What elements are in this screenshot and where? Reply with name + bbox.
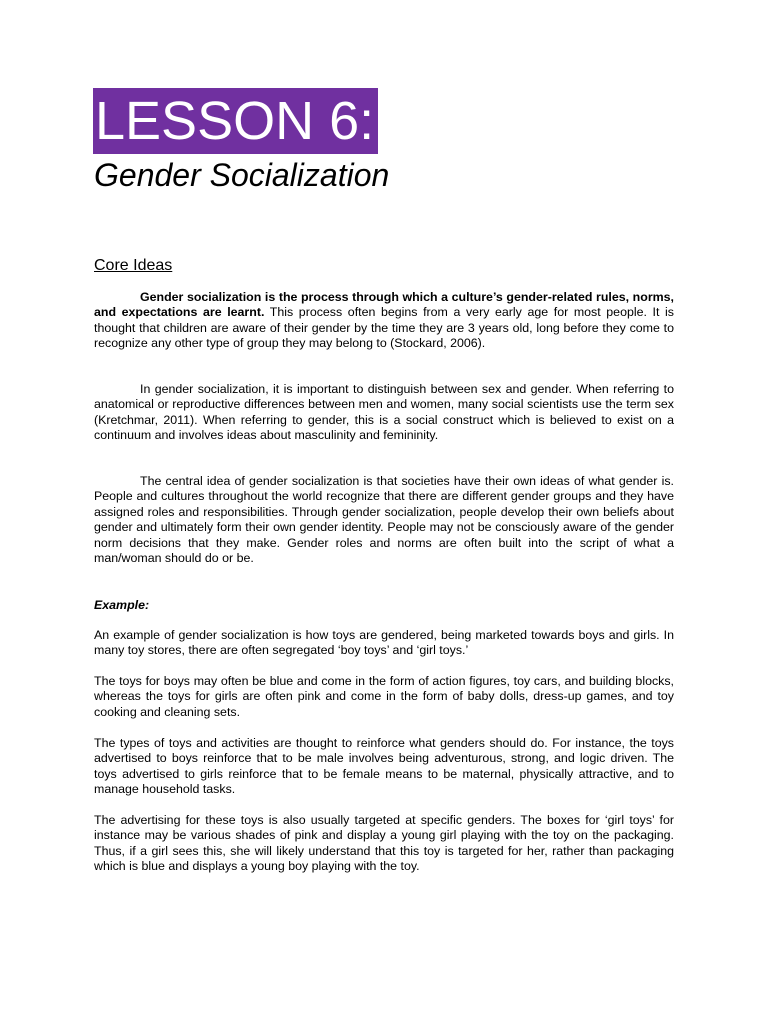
definition-bold-text: Gender socialization is the process through which a culture’s gender-related rules, norms, and expectations are learnt. xyxy=(94,290,674,320)
lesson-label-box xyxy=(93,88,378,154)
core-ideas-paragraph-1 xyxy=(94,290,674,352)
example-paragraph-1: An example of gender socialization is how toys are gendered, being marketed towards boys and girls. In many toy stores, there are often segregated ‘boy toys’ and ‘girl toys.’ xyxy=(94,628,674,658)
lesson-label: LESSON 6: xyxy=(95,91,375,151)
example-paragraph-2: The toys for boys may often be blue and come in the form of action figures, toy cars, and building blocks, whereas the toys for girls are often pink and come in the form of baby dolls, dress-up games, and toy cooking and cleaning sets. xyxy=(94,674,674,719)
example-heading: Example: xyxy=(94,598,150,612)
example-paragraph-4: The advertising for these toys is also usually targeted at specific genders. The boxes for ‘girl toys’ for instance may be various shades of pink and display a young girl playing with the toy on the packaging. Thus, if a girl sees this, she will likely understand that this toy is targeted for her, rather than packaging which is blue and displays a young boy playing with the toy. xyxy=(94,813,674,874)
page-title: Gender Socialization xyxy=(94,157,390,193)
core-ideas-paragraph-2: In gender socialization, it is important to distinguish between sex and gender. When referring to anatomical or reproductive differences between men and women, many social scientists use the term sex (Kretchmar, 2011). When referring to gender, this is a social construct which is believed to exist on a continuum and involves ideas about masculinity and femininity. xyxy=(94,382,674,443)
core-ideas-paragraph-3: The central idea of gender socialization is that societies have their own ideas of what gender is. People and cultures throughout the world recognize that there are different gender groups and they have assigned roles and responsibilities. Through gender socialization, people develop their own beliefs about gender and ultimately form their own gender identity. People may not be consciously aware of the gender norm decisions that they make. Gender roles and norms are often built into the script of what a man/woman should do or be. xyxy=(94,474,674,566)
example-paragraph-3: The types of toys and activities are thought to reinforce what genders should do. For instance, the toys advertised to boys reinforce that to be male involves being adventurous, strong, and logic driven. The toys advertised to girls reinforce that to be female means to be maternal, physically attractive, and to manage household tasks. xyxy=(94,736,674,797)
definition-rest-text: This process often begins from a very early age for most people. It is thought that children are aware of their gender by the time they are 3 years old, long before they come to recognize any other type of group they may belong to (Stockard, 2006). xyxy=(94,305,674,351)
core-ideas-heading: Core Ideas xyxy=(94,257,173,274)
